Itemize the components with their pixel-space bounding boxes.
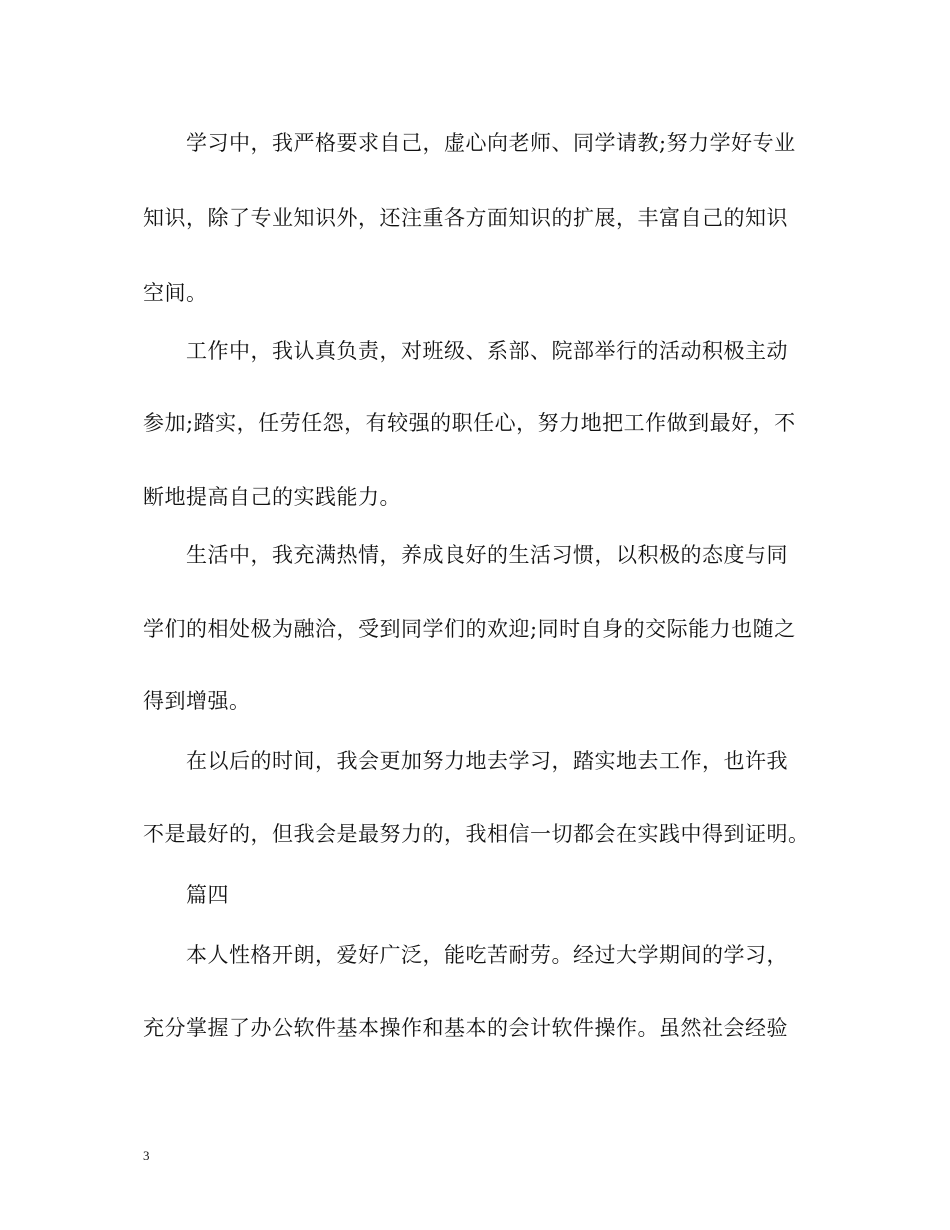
paragraph-1-line-2: 知识，除了专业知识外，还注重各方面知识的扩展，丰富自己的知识	[143, 206, 788, 230]
paragraph-2-line-1: 工作中，我认真负责，对班级、系部、院部举行的活动积极主动	[186, 339, 788, 363]
paragraph-3-line-2: 学们的相处极为融洽，受到同学们的欢迎;同时自身的交际能力也随之	[143, 617, 796, 641]
paragraph-4-line-2: 不是最好的，但我会是最努力的，我相信一切都会在实践中得到证明。	[143, 822, 810, 846]
paragraph-1-line-3: 空间。	[143, 281, 208, 305]
paragraph-2-line-2: 参加;踏实，任劳任怨，有较强的职任心，努力地把工作做到最好，不	[143, 411, 796, 435]
paragraph-6-line-2: 充分掌握了办公软件基本操作和基本的会计软件操作。虽然社会经验	[143, 1016, 788, 1040]
section-heading: 篇四	[186, 883, 229, 907]
paragraph-6-line-1: 本人性格开朗，爱好广泛，能吃苦耐劳。经过大学期间的学习，	[186, 943, 788, 967]
paragraph-4-line-1: 在以后的时间，我会更加努力地去学习，踏实地去工作，也许我	[186, 749, 788, 773]
page-number: 3	[143, 1148, 150, 1163]
paragraph-2-line-3: 断地提高自己的实践能力。	[143, 485, 401, 509]
paragraph-3-line-1: 生活中，我充满热情，养成良好的生活习惯，以积极的态度与同	[186, 543, 788, 567]
paragraph-1-line-1: 学习中，我严格要求自己，虚心向老师、同学请教;努力学好专业	[186, 131, 796, 155]
paragraph-3-line-3: 得到增强。	[143, 689, 251, 713]
